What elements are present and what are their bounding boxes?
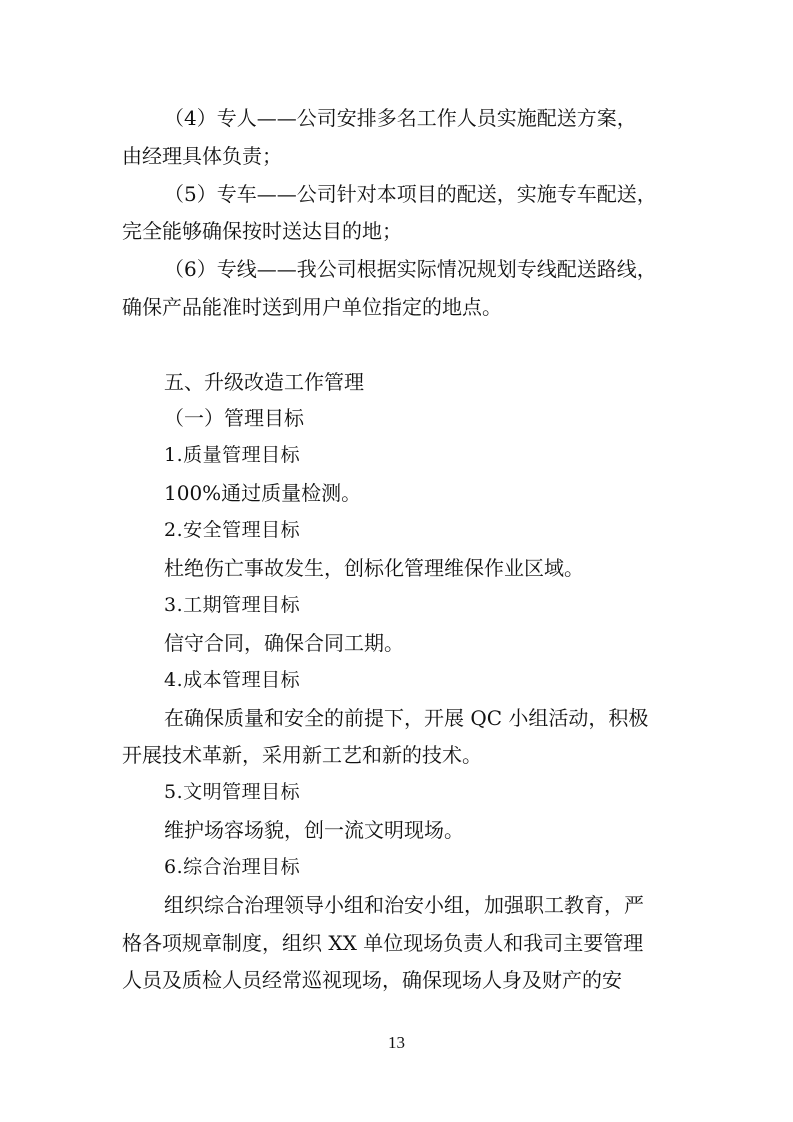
target-6-body-line-1: 组织综合治理领导小组和治安小组，加强职工教育，严 <box>164 893 644 917</box>
target-3-title: 3.工期管理目标 <box>164 594 301 616</box>
target-6-body-line-3: 人员及质检人员经常巡视现场，确保现场人身及财产的安 <box>122 968 622 992</box>
target-5-body: 维护场容场貌，创一流文明现场。 <box>164 818 464 842</box>
target-1-body: 100%通过质量检测。 <box>164 481 362 505</box>
target-6-title: 6.综合治理目标 <box>164 856 301 878</box>
list-item-4-line-1: （4）专人——公司安排多名工作人员实施配送方案， <box>164 106 637 130</box>
target-5-title: 5.文明管理目标 <box>164 781 301 803</box>
list-item-5-line-1: （5）专车——公司针对本项目的配送，实施专车配送， <box>164 182 657 206</box>
target-6-body-line-2: 格各项规章制度，组织 XX 单位现场负责人和我司主要管理 <box>122 931 644 955</box>
section-heading: 五、升级改造工作管理 <box>164 370 364 394</box>
subsection-heading: （一）管理目标 <box>164 406 304 430</box>
target-2-body: 杜绝伤亡事故发生，创标化管理维保作业区域。 <box>164 556 584 580</box>
list-item-4-line-2: 由经理具体负责； <box>122 144 282 168</box>
list-item-5-line-2: 完全能够确保按时送达目的地； <box>122 219 402 243</box>
target-3-body: 信守合同，确保合同工期。 <box>164 631 404 655</box>
target-2-title: 2.安全管理目标 <box>164 519 301 541</box>
target-4-body-line-2: 开展技术革新，采用新工艺和新的技术。 <box>122 743 482 767</box>
target-1-title: 1.质量管理目标 <box>164 444 301 466</box>
page-number: 13 <box>388 1033 405 1052</box>
target-4-title: 4.成本管理目标 <box>164 669 301 691</box>
target-4-body-line-1: 在确保质量和安全的前提下，开展 QC 小组活动，积极 <box>164 706 649 730</box>
list-item-6-line-1: （6）专线——我公司根据实际情况规划专线配送路线， <box>164 257 657 281</box>
list-item-6-line-2: 确保产品能准时送到用户单位指定的地点。 <box>122 295 502 319</box>
